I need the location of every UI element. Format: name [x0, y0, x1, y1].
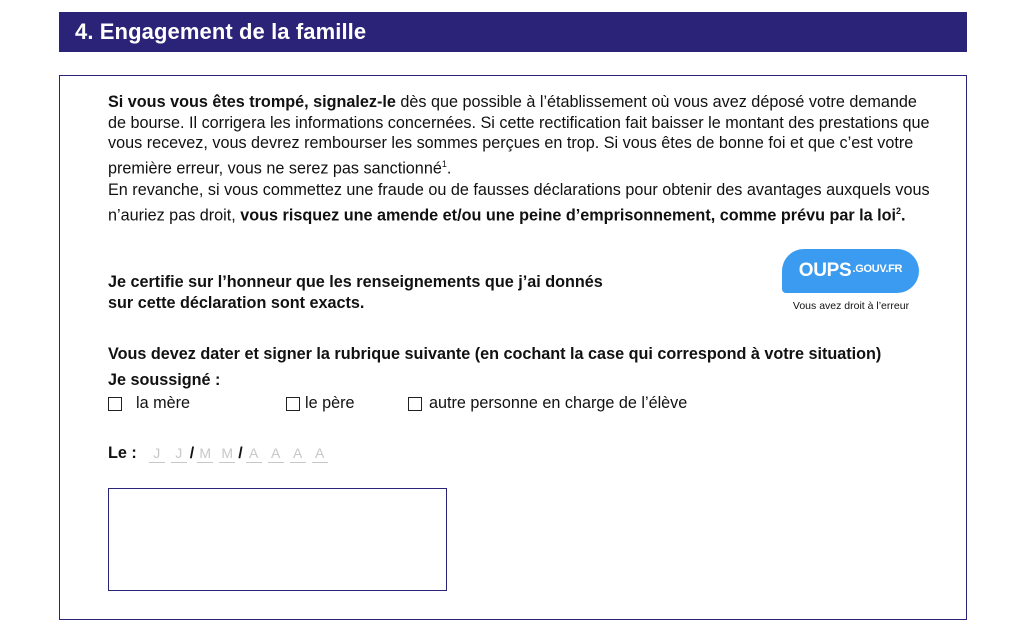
footnote-1: 1 — [441, 158, 447, 169]
date-year-3[interactable]: A — [290, 444, 306, 463]
option-mere-label: la mère — [136, 394, 190, 412]
date-month-2[interactable]: M — [219, 444, 235, 463]
oups-logo-text: OUPS — [798, 260, 852, 281]
date-year-4[interactable]: A — [312, 444, 328, 463]
signature-box[interactable] — [108, 488, 447, 591]
date-year-1[interactable]: A — [246, 444, 262, 463]
fraud-warning-text: En revanche, si vous commettez une fraude ou de fausses déclarations pour obtenir des avantages auxquels vous n’auriez pas droit, — [108, 181, 930, 224]
date-separator: / — [189, 445, 195, 462]
section-title — [59, 12, 967, 52]
date-field[interactable] — [108, 444, 334, 463]
section-title-text: 4. Engagement de la famille — [75, 19, 367, 44]
signature-instruction: Vous devez dater et signer la rubrique suivante (en cochant la case qui correspond à votre situation) — [108, 345, 882, 363]
date-day-2[interactable]: J — [171, 444, 187, 463]
oups-logo — [782, 249, 919, 293]
error-notice-end: . — [446, 158, 452, 177]
error-notice-paragraph — [108, 92, 938, 178]
option-pere-label: le père — [305, 394, 355, 412]
fraud-warning-bold: vous risquez une amende et/ou une peine d’emprisonnement, comme prévu par la loi — [240, 205, 897, 224]
checkbox-autre[interactable] — [408, 397, 422, 411]
date-label: Le : — [108, 444, 137, 462]
date-month-1[interactable]: M — [197, 444, 213, 463]
fraud-warning-paragraph — [108, 180, 938, 225]
error-notice-text: dès que possible à l’établissement où vous avez déposé votre demande de bourse. Il corrigera les informations concernées. Si cette rectification fait baisser le montant des prestations que vous recevez, vous devrez rembourser les sommes perçues en trop. Si vous êtes de bonne foi et que c’est votre première erreur, vous ne serez pas sanctionné — [108, 93, 930, 177]
soussigne-label: Je soussigné : — [108, 371, 221, 389]
error-notice-lead: Si vous vous êtes trompé, signalez-le — [108, 93, 396, 111]
footnote-2: 2 — [896, 205, 902, 216]
certification-line-1: Je certifie sur l’honneur que les renseignements que j’ai donnés — [108, 273, 603, 291]
certification-line-2: sur cette déclaration sont exacts. — [108, 293, 365, 312]
fraud-warning-end: . — [901, 205, 906, 224]
oups-caption: Vous avez droit à l’erreur — [792, 300, 910, 312]
option-autre[interactable] — [408, 394, 687, 413]
option-pere[interactable] — [286, 394, 355, 413]
checkbox-mere[interactable] — [108, 397, 122, 411]
date-separator: / — [238, 445, 243, 462]
certification-statement — [108, 272, 668, 313]
checkbox-pere[interactable] — [286, 397, 300, 411]
option-mere[interactable] — [108, 394, 190, 413]
oups-logo-suffix: .GOUV.FR — [852, 263, 903, 275]
date-year-2[interactable]: A — [268, 444, 284, 463]
date-day-1[interactable]: J — [149, 444, 165, 463]
option-autre-label: autre personne en charge de l’élève — [429, 394, 688, 412]
